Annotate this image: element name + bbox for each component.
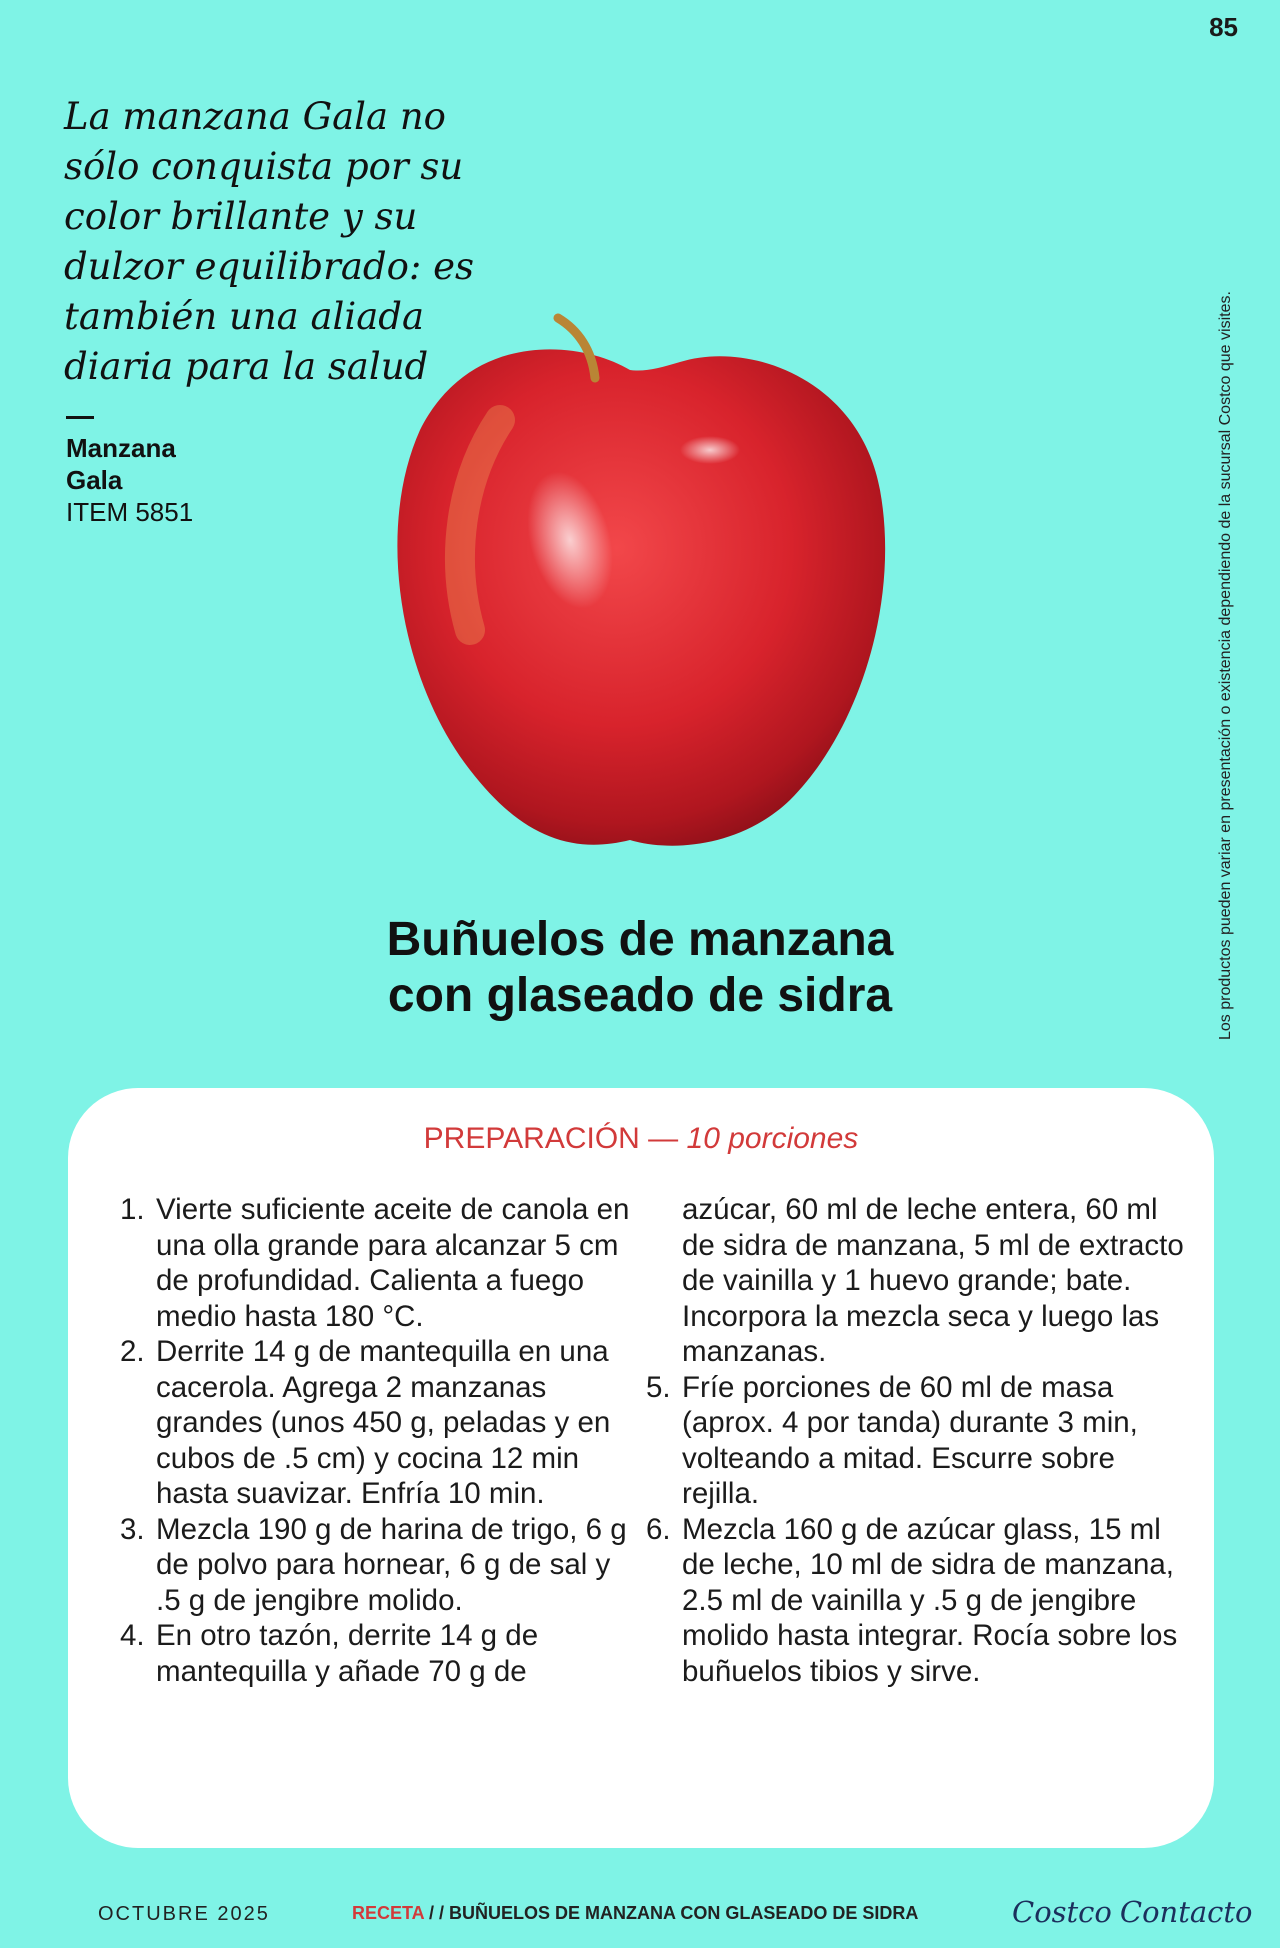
breadcrumb-title: BUÑUELOS DE MANZANA CON GLASEADO DE SIDRA [449,1903,919,1923]
pull-quote: La manzana Gala no sólo conquista por su color brillante y su dulzor equilibrado: es también una aliada diaria para la salud [64,95,474,388]
preparation-label: PREPARACIÓN — [423,1122,679,1155]
step-text: Fríe porciones de 60 ml de masa (aprox. 4 por tanda) durante 3 min, volteando a mitad. Escurre sobre rejilla. [682,1370,1138,1510]
brand-name-1: Costco [1012,1895,1112,1929]
step-text: Mezcla 160 g de azúcar glass, 15 ml de leche, 10 ml de sidra de manzana, 2.5 ml de vainilla y .5 g de jengibre molido hasta integrar. Rocía sobre los buñuelos tibios y sirve. [682,1512,1178,1688]
step-text: En otro tazón, derrite 14 g de mantequilla y añade 70 g de [156,1619,539,1688]
product-name-line2: Gala [66,465,123,495]
step-number: 6. [646,1512,671,1546]
step-2 [120,1334,630,1512]
preparation-card [68,1088,1214,1848]
availability-disclaimer: Los productos pueden variar en presentación o existencia dependiendo de la sucursal Costco que visites. [1217,291,1234,1040]
brand-logo [1012,1895,1253,1929]
product-info [66,432,193,528]
step-number: 5. [646,1370,671,1404]
step-6 [646,1512,1186,1690]
recipe-title-line2: con glaseado de sidra [387,969,893,1022]
servings-label: 10 porciones [686,1122,859,1155]
step-number: 1. [120,1193,145,1226]
step-number: 4. [120,1619,145,1652]
recipe-title-line1: Buñuelos de manzana [386,913,894,966]
page-number: 85 [1209,12,1238,42]
page-footer [0,1895,1280,1935]
quote-divider [66,416,94,419]
issue-date: OCTUBRE 2025 [98,1903,270,1925]
section-label: RECETA [352,1903,424,1923]
step-text: Mezcla 190 g de harina de trigo, 6 g de polvo para hornear, 6 g de sal y .5 g de jengibre molido. [156,1512,627,1617]
apple-photo [380,300,900,870]
step-4-continued [646,1192,1186,1370]
steps-column-left [120,1192,630,1689]
step-text: Derrite 14 g de mantequilla en una cacerola. Agrega 2 manzanas grandes (unos 450 g, peladas y en cubos de .5 cm) y cocina 12 min hasta suavizar. Enfría 10 min. [156,1335,611,1510]
breadcrumb-separator: / / [424,1903,450,1923]
apple-icon [380,300,900,870]
recipe-title [240,912,1040,1024]
steps-column-right [646,1192,1186,1689]
step-number: 3. [120,1512,145,1546]
section-breadcrumb [352,1903,918,1924]
product-name-line1: Manzana [66,433,176,463]
preparation-heading [68,1122,1214,1156]
step-4 [120,1618,630,1689]
step-number: 2. [120,1335,145,1368]
brand-name-2: Contacto [1119,1895,1253,1929]
step-5 [646,1370,1186,1512]
step-text: Vierte suficiente aceite de canola en una olla grande para alcanzar 5 cm de profundidad. Calienta a fuego medio hasta 180 °C. [156,1193,630,1333]
step-1 [120,1192,630,1334]
step-text: azúcar, 60 ml de leche entera, 60 ml de sidra de manzana, 5 ml de extracto de vainilla y 1 huevo grande; bate. Incorpora la mezcla seca y luego las manzanas. [682,1193,1184,1368]
step-3 [120,1512,630,1619]
product-item-number: ITEM 5851 [66,497,194,527]
